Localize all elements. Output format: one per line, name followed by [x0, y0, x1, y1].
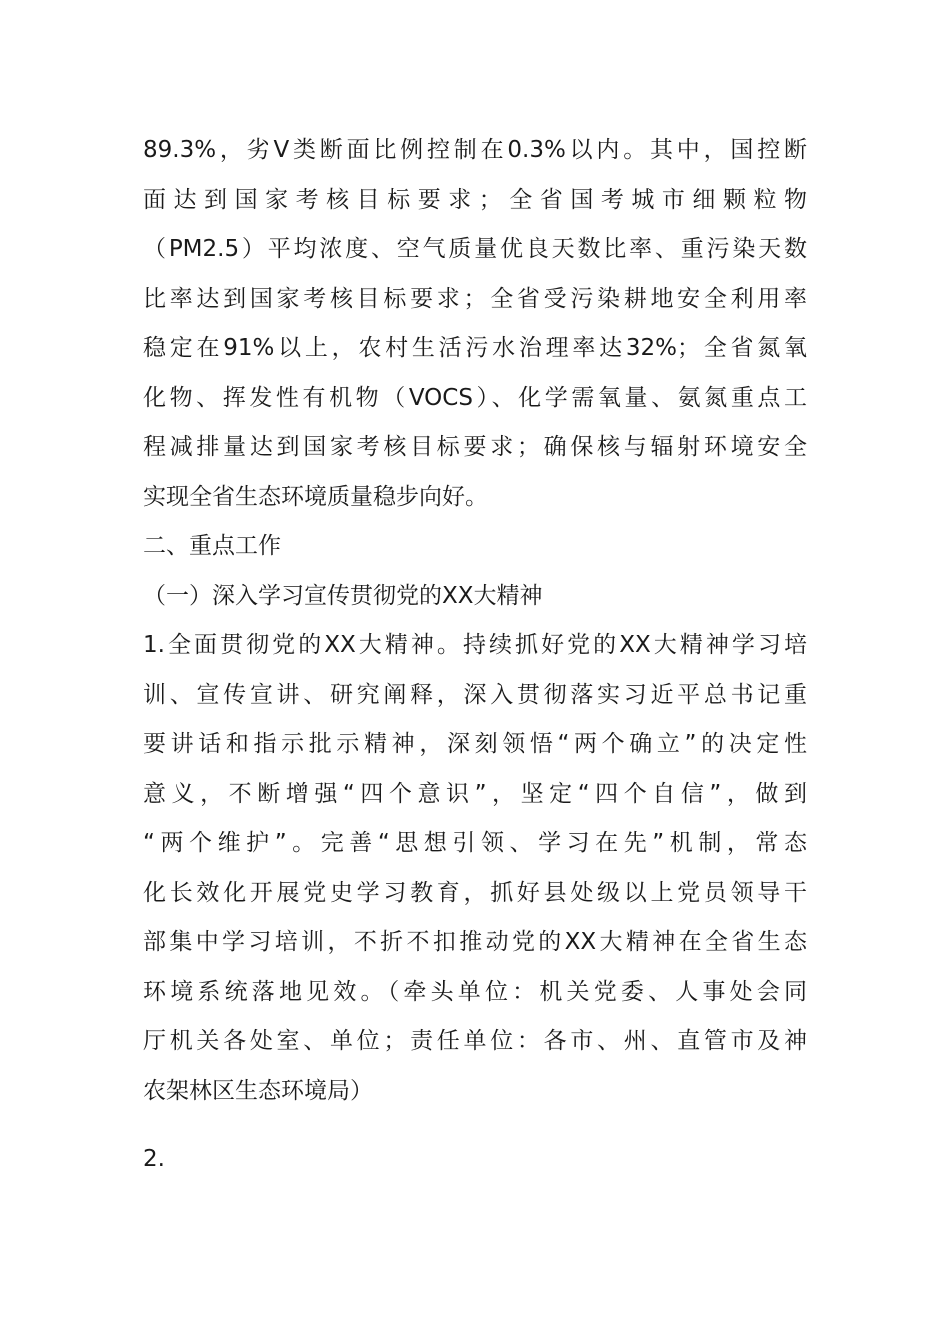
- list-item-line: 要讲话和指示批示精神，深刻领悟“两个确立”的决定性: [143, 731, 807, 757]
- section-heading: 二、重点工作: [143, 533, 281, 559]
- paragraph-line: （PM2.5）平均浓度、空气质量优良天数比率、重污染天数: [143, 236, 807, 262]
- list-item-line: 化长效化开展党史学习教育，抓好县处级以上党员领导干: [143, 879, 807, 906]
- paragraph-targets: [143, 126, 807, 522]
- paragraph-line: 稳定在91%以上，农村生活污水治理率达32%；全省氮氧: [143, 335, 807, 361]
- list-item-line: 意义，不断增强“四个意识”，坚定“四个自信”，做到: [143, 780, 807, 807]
- paragraph-line: 面达到国家考核目标要求；全省国考城市细颗粒物: [143, 186, 807, 213]
- paragraph-line: 89.3%，劣Ⅴ类断面比例控制在0.3%以内。其中，国控断: [143, 137, 807, 163]
- paragraph-gap: [143, 1116, 807, 1135]
- document-body: [143, 126, 807, 1185]
- paragraph-line: 程减排量达到国家考核目标要求；确保核与辐射环境安全: [143, 434, 807, 460]
- subsection-heading: （一）深入学习宣传贯彻党的XX大精神: [143, 582, 543, 609]
- list-item-line: 环境系统落地见效。（牵头单位：机关党委、人事处会同: [143, 978, 807, 1005]
- list-item-number: 2.: [143, 1146, 165, 1172]
- list-item-line: 厅机关各处室、单位；责任单位：各市、州、直管市及神: [143, 1028, 807, 1054]
- list-item-line: 1.全面贯彻党的XX大精神。持续抓好党的XX大精神学习培: [143, 632, 807, 658]
- paragraph-line: 化物、挥发性有机物（VOCS）、化学需氧量、氨氮重点工: [143, 384, 807, 411]
- list-item-line: 部集中学习培训，不折不扣推动党的XX大精神在全省生态: [143, 929, 807, 955]
- list-item-line: “两个维护”。完善“思想引领、学习在先”机制，常态: [143, 830, 807, 856]
- paragraph-line: 比率达到国家考核目标要求；全省受污染耕地安全利用率: [143, 285, 807, 312]
- paragraph-line: 实现全省生态环境质量稳步向好。: [143, 483, 488, 510]
- list-item-line: 训、宣传宣讲、研究阐释，深入贯彻落实习近平总书记重: [143, 681, 807, 708]
- list-item-line: 农架林区生态环境局）: [143, 1077, 373, 1104]
- list-item: [143, 621, 807, 1116]
